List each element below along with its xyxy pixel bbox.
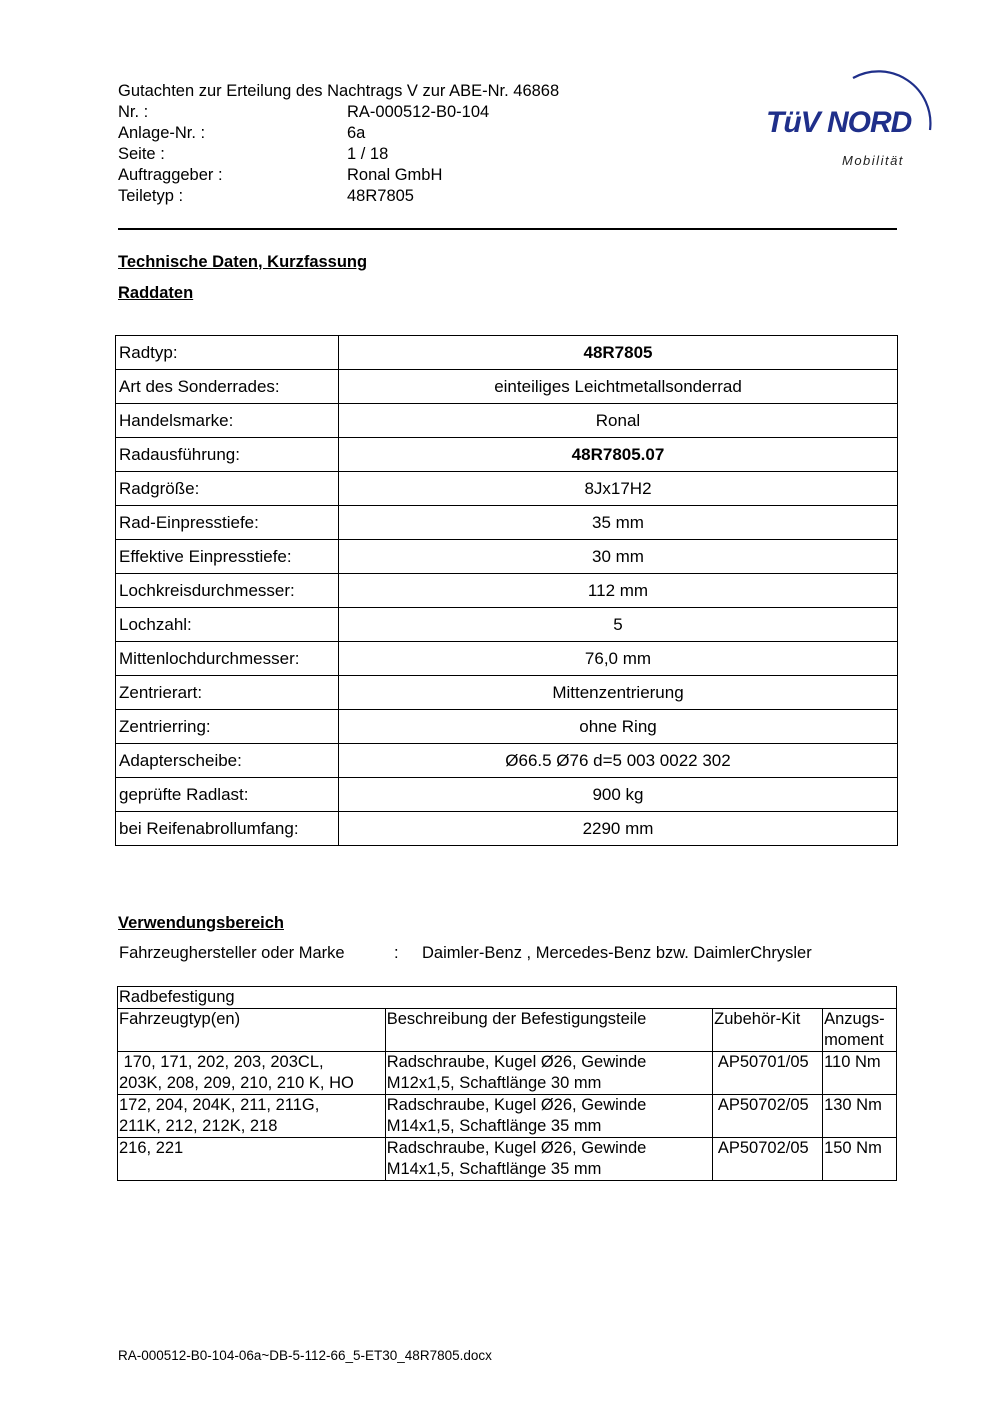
mounting-row	[118, 1138, 897, 1181]
wheel-data-row	[116, 506, 898, 540]
mounting-header-types: Fahrzeugtyp(en)	[118, 1009, 386, 1052]
tightening-torque: 150 Nm	[823, 1138, 897, 1181]
header-value: 48R7805	[347, 187, 414, 205]
header-value: 6a	[347, 124, 366, 142]
wheel-data-value: 35 mm	[339, 506, 898, 540]
wheel-data-label: Radausführung:	[116, 438, 339, 472]
wheel-data-value: 900 kg	[339, 778, 898, 812]
footer-filename: RA-000512-B0-104-06a~DB-5-112-66_5-ET30_48R7805.docx	[118, 1348, 492, 1363]
vehicle-types: 170, 171, 202, 203, 203CL, 203K, 208, 209, 210, 210 K, HO	[118, 1052, 386, 1095]
mounting-header-row	[118, 1009, 897, 1052]
mounting-header-desc: Beschreibung der Befestigungsteile	[385, 1009, 712, 1052]
wheel-data-value: einteiliges Leichtmetallsonderrad	[339, 370, 898, 404]
wheel-data-label: Lochzahl:	[116, 608, 339, 642]
wheel-data-table	[115, 335, 898, 846]
wheel-data-label: Art des Sonderrades:	[116, 370, 339, 404]
wheel-data-label: Handelsmarke:	[116, 404, 339, 438]
wheel-data-label: Radtyp:	[116, 336, 339, 370]
wheel-data-value: Ø66.5 Ø76 d=5 003 0022 302	[339, 744, 898, 778]
fastener-description: Radschraube, Kugel Ø26, Gewinde M14x1,5, Schaftlänge 35 mm	[385, 1095, 712, 1138]
wheel-data-row	[116, 812, 898, 846]
wheel-data-value: 2290 mm	[339, 812, 898, 846]
wheel-data-label: Rad-Einpresstiefe:	[116, 506, 339, 540]
header-value: RA-000512-B0-104	[347, 103, 490, 121]
wheel-data-label: Effektive Einpresstiefe:	[116, 540, 339, 574]
wheel-data-label: geprüfte Radlast:	[116, 778, 339, 812]
wheel-data-label: Lochkreisdurchmesser:	[116, 574, 339, 608]
header-value: 1 / 18	[347, 145, 389, 163]
wheel-data-row	[116, 778, 898, 812]
usage-label: Fahrzeughersteller oder Marke	[119, 944, 345, 962]
wheel-data-row	[116, 404, 898, 438]
wheel-data-value: 76,0 mm	[339, 642, 898, 676]
usage-separator: :	[394, 944, 399, 962]
header-label: Auftraggeber :	[118, 166, 223, 184]
header-divider	[118, 228, 897, 230]
wheel-data-row	[116, 642, 898, 676]
mounting-row	[118, 1052, 897, 1095]
wheel-data-label: Mittenlochdurchmesser:	[116, 642, 339, 676]
header-value: Ronal GmbH	[347, 166, 443, 184]
section-title-usage: Verwendungsbereich	[118, 914, 284, 932]
header-label: Teiletyp :	[118, 187, 184, 205]
wheel-data-value: 30 mm	[339, 540, 898, 574]
usage-value: Daimler-Benz , Mercedes-Benz bzw. DaimlerChrysler	[422, 944, 812, 962]
wheel-data-label: Zentrierring:	[116, 710, 339, 744]
tuev-nord-logo: TüV NORD	[766, 106, 912, 139]
wheel-data-row	[116, 540, 898, 574]
wheel-mounting-table	[117, 986, 897, 1181]
header-label: Anlage-Nr. :	[118, 124, 206, 142]
mounting-title: Radbefestigung	[118, 987, 897, 1009]
section-title-wheel-data: Raddaten	[118, 284, 194, 302]
wheel-data-row	[116, 370, 898, 404]
section-title-technical-data: Technische Daten, Kurzfassung	[118, 253, 368, 271]
header-label: Seite :	[118, 145, 165, 163]
vehicle-types: 216, 221	[118, 1138, 386, 1181]
wheel-data-label: Zentrierart:	[116, 676, 339, 710]
wheel-data-value: ohne Ring	[339, 710, 898, 744]
report-title: Gutachten zur Erteilung des Nachtrags V zur ABE-Nr. 46868	[118, 82, 560, 100]
wheel-data-label: Radgröße:	[116, 472, 339, 506]
mounting-row	[118, 1095, 897, 1138]
wheel-data-row	[116, 744, 898, 778]
fastener-description: Radschraube, Kugel Ø26, Gewinde M14x1,5, Schaftlänge 35 mm	[385, 1138, 712, 1181]
accessory-kit: AP50701/05	[713, 1052, 823, 1095]
wheel-data-value: 8Jx17H2	[339, 472, 898, 506]
wheel-data-row	[116, 710, 898, 744]
header-label: Nr. :	[118, 103, 149, 121]
vehicle-types: 172, 204, 204K, 211, 211G, 211K, 212, 212K, 218	[118, 1095, 386, 1138]
wheel-data-row	[116, 438, 898, 472]
tightening-torque: 130 Nm	[823, 1095, 897, 1138]
accessory-kit: AP50702/05	[713, 1138, 823, 1181]
mounting-header-kit: Zubehör-Kit	[713, 1009, 823, 1052]
wheel-data-row	[116, 574, 898, 608]
wheel-data-label: Adapterscheibe:	[116, 744, 339, 778]
wheel-data-row	[116, 608, 898, 642]
mounting-header-torque: Anzugs- moment	[823, 1009, 897, 1052]
wheel-data-value: 5	[339, 608, 898, 642]
wheel-data-value: 48R7805	[339, 336, 898, 370]
wheel-data-value: Mittenzentrierung	[339, 676, 898, 710]
tightening-torque: 110 Nm	[823, 1052, 897, 1095]
wheel-data-row	[116, 472, 898, 506]
wheel-data-value: 48R7805.07	[339, 438, 898, 472]
wheel-data-row	[116, 336, 898, 370]
wheel-data-value: Ronal	[339, 404, 898, 438]
wheel-data-value: 112 mm	[339, 574, 898, 608]
logo-subtitle: Mobilität	[842, 153, 904, 168]
wheel-data-row	[116, 676, 898, 710]
wheel-data-label: bei Reifenabrollumfang:	[116, 812, 339, 846]
fastener-description: Radschraube, Kugel Ø26, Gewinde M12x1,5, Schaftlänge 30 mm	[385, 1052, 712, 1095]
accessory-kit: AP50702/05	[713, 1095, 823, 1138]
